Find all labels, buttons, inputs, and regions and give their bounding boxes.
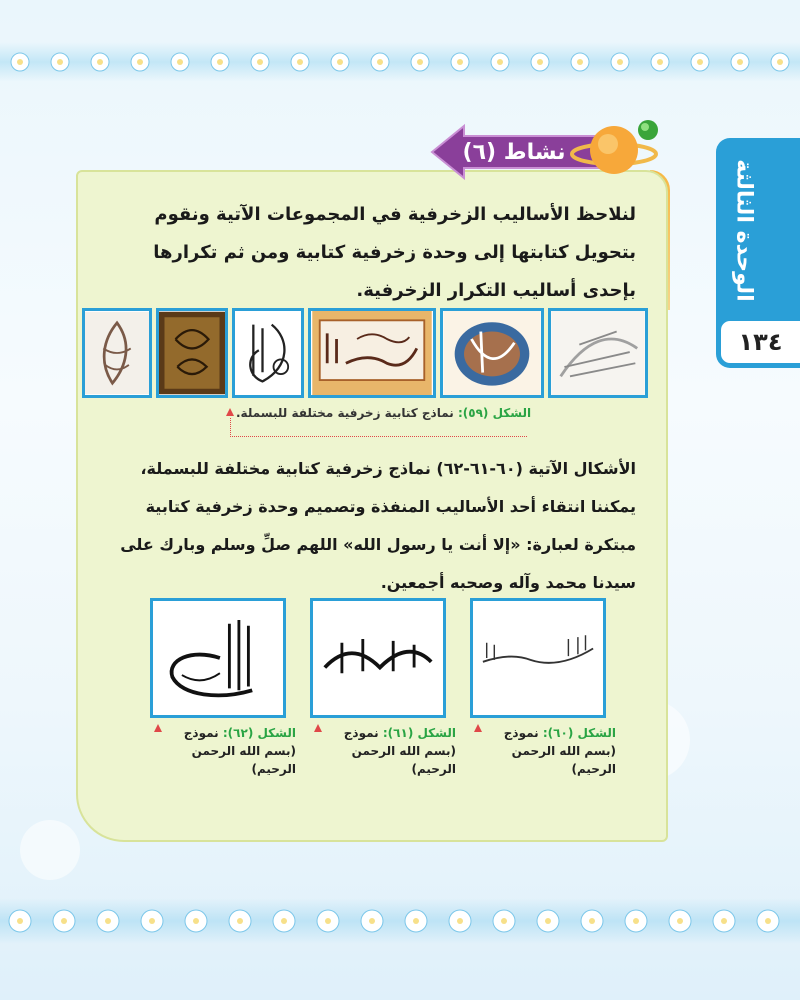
page-number: ١٣٤ [718,318,800,366]
figure-60-text: (بسم الله الرحمن الرحيم) [511,744,616,776]
bottom-flower-border [0,898,800,944]
figure-62-image [150,598,286,718]
flower-pattern-icon [0,898,800,944]
figure-60-number: الشكل (٦٠): [542,726,616,740]
planet-icon [568,116,660,186]
calligraphy-thumbnail [308,308,436,398]
figure-60-caption [476,724,616,778]
caption-pointer-icon [226,408,234,416]
figure-60-image [470,598,606,718]
top-flower-border [0,42,800,82]
caption-leader-line [230,418,527,437]
figure-61-caption [316,724,456,778]
figure-61-text: (بسم الله الرحمن الرحيم) [351,744,456,776]
decorative-circle [20,820,80,880]
figure-61-label: نموذج [343,726,379,740]
figure-62-caption [156,724,296,778]
figure-59-text: نماذج كتابية زخرفية مختلفة للبسملة. [236,406,454,420]
figure-61-number: الشكل (٦١): [382,726,456,740]
figure-62-number: الشكل (٦٢): [222,726,296,740]
flower-pattern-icon [0,42,800,82]
calligraphy-thumbnail [440,308,544,398]
calligraphy-thumbnail [548,308,648,398]
figure-61-image [310,598,446,718]
calligraphy-thumbnail [156,308,228,398]
calligraphy-thumbnail [82,308,152,398]
figure-62-text: (بسم الله الرحمن الرحيم) [191,744,296,776]
intro-paragraph: لنلاحظ الأساليب الزخرفية في المجموعات الآتية ونقوم بتحويل كتابتها إلى وحدة زخرفية كتابية ومن ثم تكرارها بإحدى أساليب التكرار الزخرفية. [153,204,636,301]
figure-60-label: نموذج [503,726,539,740]
unit-title: الوحدة الثالثة [731,158,757,302]
calligraphy-thumbnail [232,308,304,398]
figure-62-label: نموذج [183,726,219,740]
figure-59-number: الشكل (٥٩): [457,406,532,420]
body-paragraph: الأشكال الآتية (٦٠-٦١-٦٢) نماذج زخرفية كتابية مختلفة للبسملة، يمكننا انتقاء أحد الأساليب المنفذة وتصميم وحدة زخرفية كتابية مبتكرة لعبارة: «إلا أنت يا رسول الله» اللهم صلِّ وسلم وبارك على سيدنا محمد وآله وصحبه أجمعين. [120,459,636,592]
activity-label: نشاط (٦) [462,139,566,165]
